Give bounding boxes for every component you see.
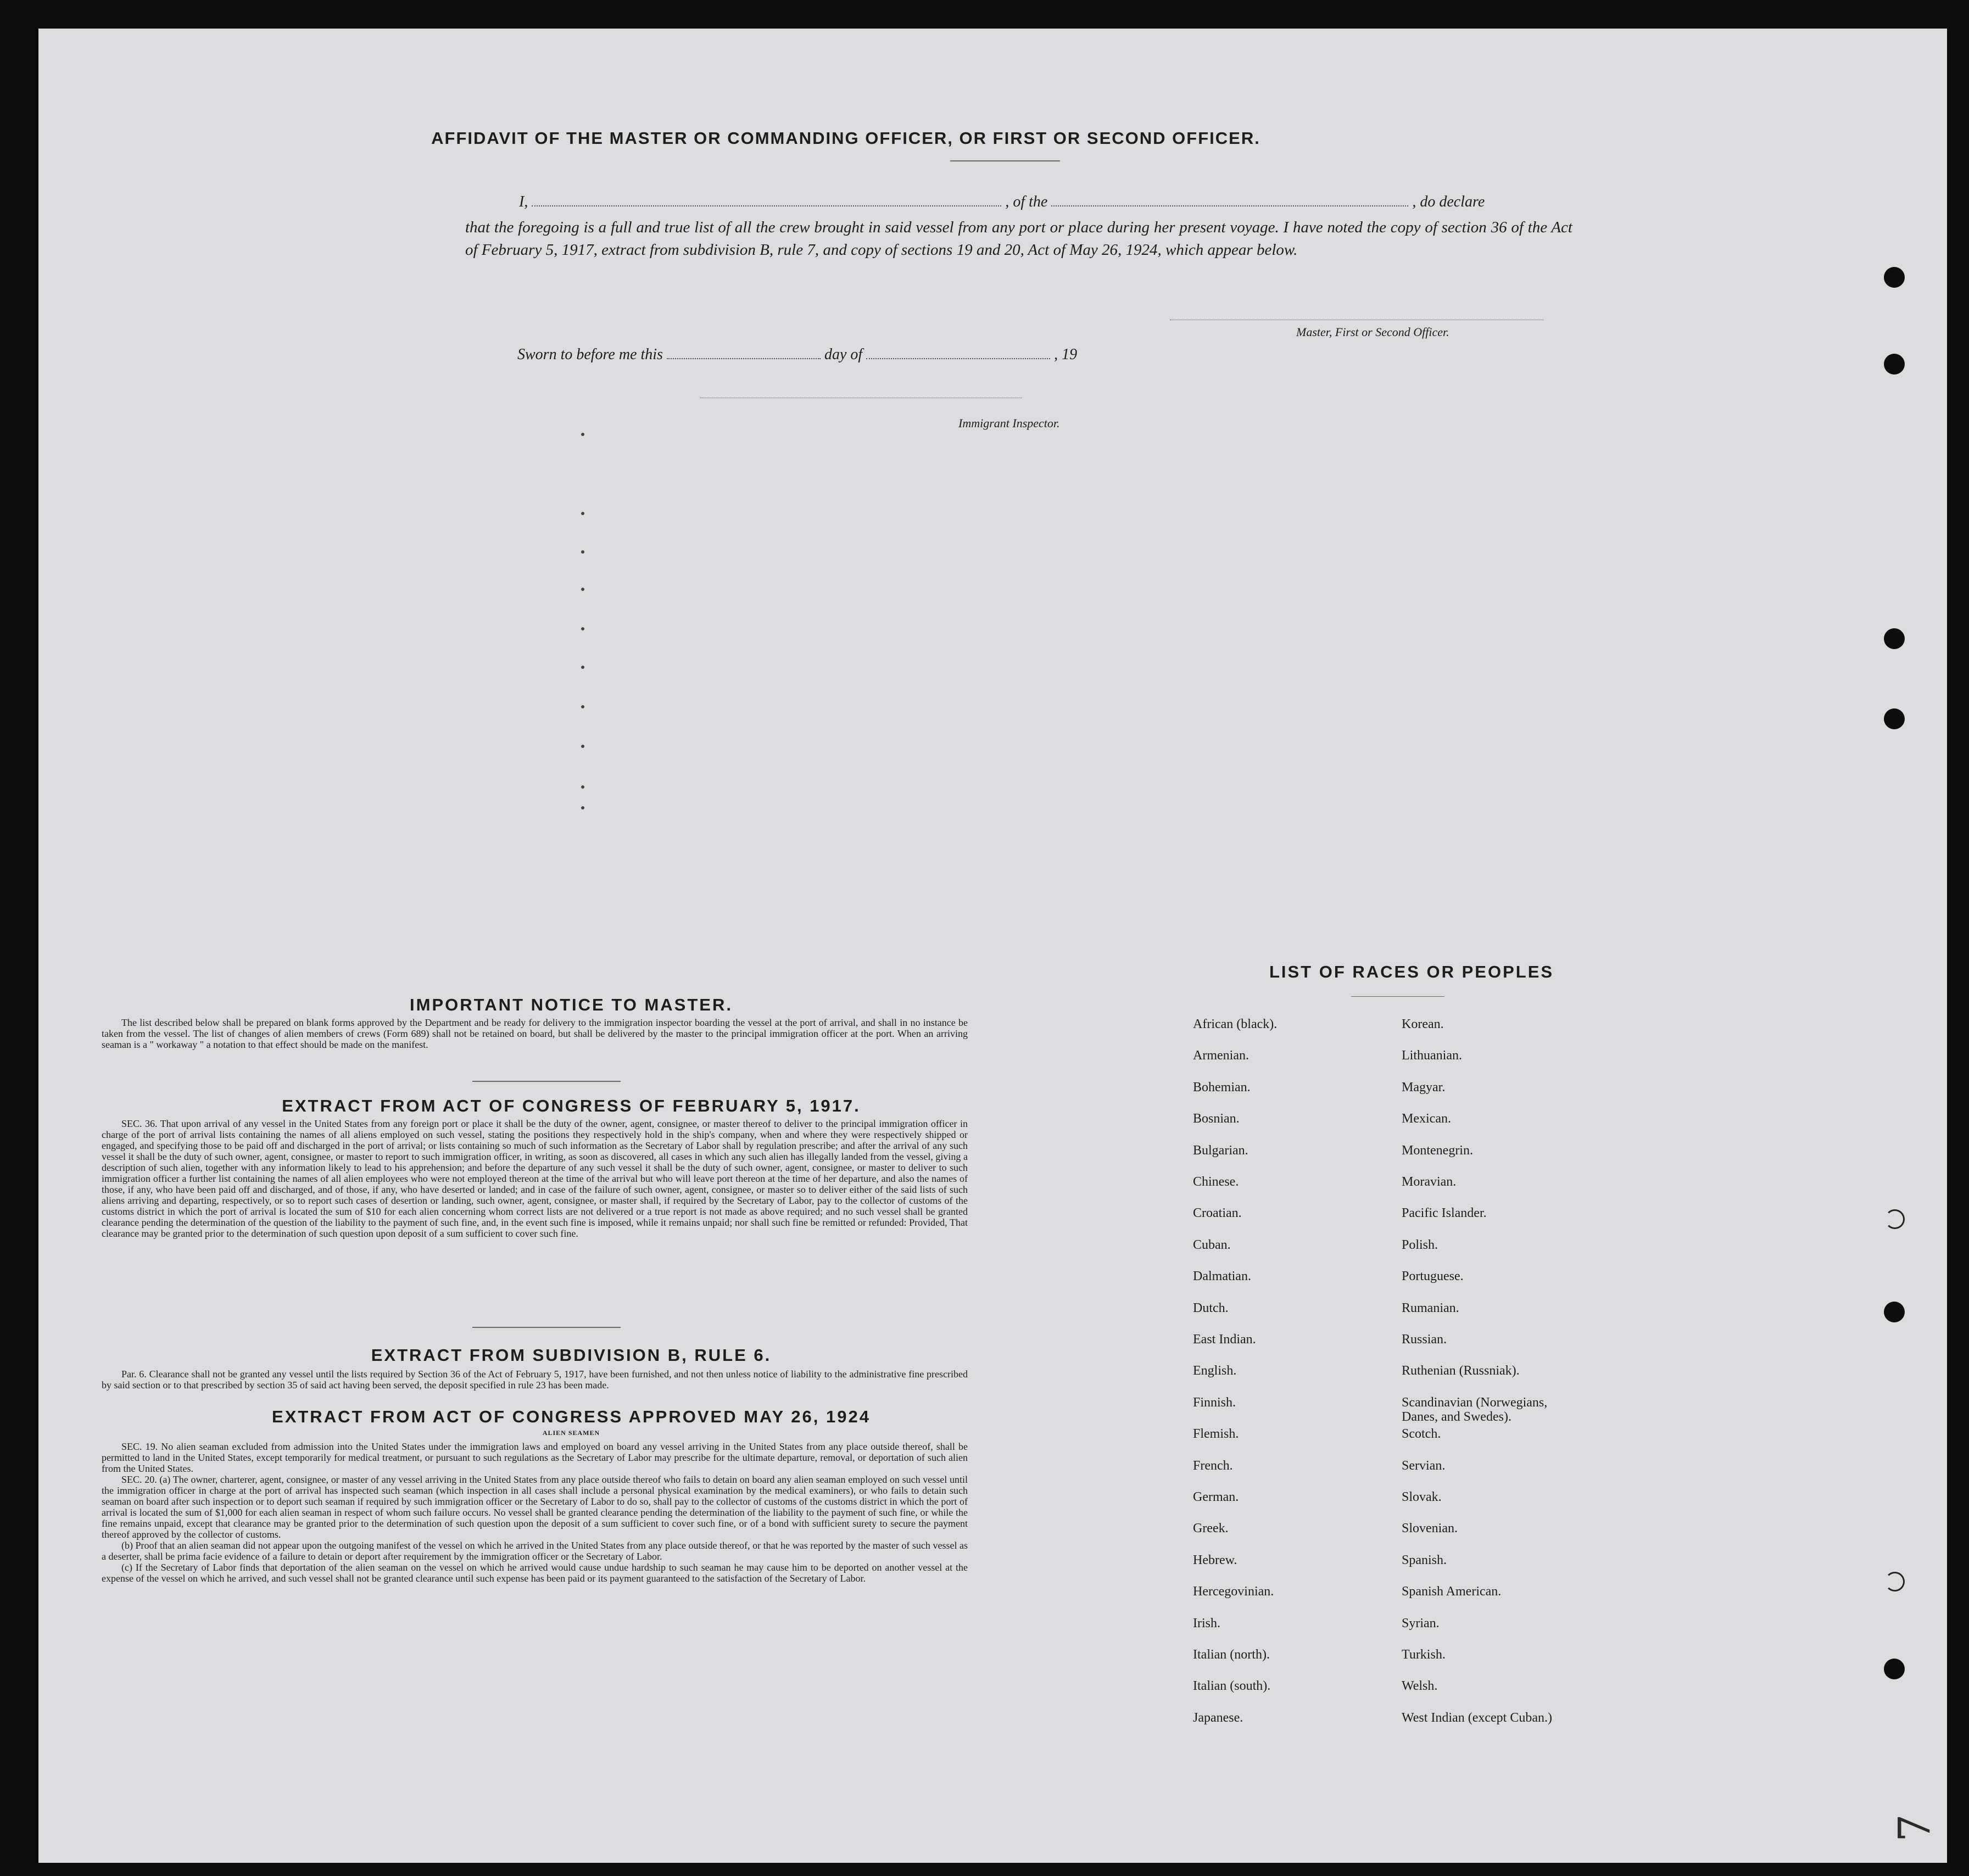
affidavit-title: AFFIDAVIT OF THE MASTER OR COMMANDING OFFICER, OR FIRST OR SECOND OFFICER. bbox=[431, 129, 1260, 148]
races-divider bbox=[1351, 996, 1444, 997]
master-label: Master, First or Second Officer. bbox=[1296, 325, 1449, 339]
race-item: Moravian. bbox=[1402, 1175, 1457, 1189]
race-item: Rumanian. bbox=[1402, 1300, 1459, 1315]
extract-1924-subtitle: ALIEN SEAMEN bbox=[542, 1429, 600, 1437]
punch-hole bbox=[1884, 267, 1905, 288]
race-item: Montenegrin. bbox=[1402, 1143, 1473, 1158]
artifact-dot bbox=[581, 806, 584, 809]
race-item: Japanese. bbox=[1193, 1710, 1243, 1725]
race-item: Mexican. bbox=[1402, 1112, 1451, 1126]
race-item: Dalmatian. bbox=[1193, 1269, 1251, 1284]
punch-hole bbox=[1884, 708, 1905, 729]
race-item: Flemish. bbox=[1193, 1427, 1239, 1442]
extract-1924-sec20a: SEC. 20. (a) The owner, charterer, agent, consignee, or master of any vessel arriving in the United States from any place outside thereof who fails to detain on board any alien seaman employed on such vessel until the immigration officer in charge at the port of arrival has inspected such seaman (which inspection in all cases shall include a personal physical examination by the medical examiners), or who fails to detain such seaman on board after such inspection or to deport such seaman if required by such immigration officer or the Secretary of Labor to do so, shall pay to the collector of customs of the customs district in which the port of arrival is located the sum of $1,000 for each alien seaman in respect of whom such failure occurs. No vessel shall be granted clearance pending the determination of the liability to the payment of such fine, or while the fine remains unpaid, except that clearance may be granted prior to the determination of such question upon the deposit of a sum sufficient to cover such fine, or of a bond with sufficient surety to secure the payment thereof approved by the collector of customs. bbox=[102, 1474, 968, 1540]
extract-1917-title: EXTRACT FROM ACT OF CONGRESS OF FEBRUARY 5, 1917. bbox=[282, 1096, 861, 1115]
sworn-label: Sworn to before me this bbox=[517, 346, 663, 363]
sworn-day-field[interactable] bbox=[667, 358, 821, 359]
race-item: Lithuanian. bbox=[1402, 1048, 1462, 1063]
punch-hole bbox=[1885, 1572, 1905, 1592]
race-item: Cuban. bbox=[1193, 1237, 1231, 1252]
extract-rule6-body bbox=[102, 1369, 968, 1391]
race-item: Dutch. bbox=[1193, 1300, 1229, 1315]
section-divider bbox=[472, 1081, 621, 1082]
race-item: Spanish American. bbox=[1402, 1584, 1502, 1599]
race-item: Turkish. bbox=[1402, 1648, 1446, 1662]
race-item: African (black). bbox=[1193, 1017, 1278, 1031]
artifact-dot bbox=[581, 705, 584, 708]
extract-1917-text: SEC. 36. That upon arrival of any vessel in the United States from any foreign port or place it shall be the duty of the owner, agent, consignee, or master thereof to deliver to the principal immigration officer in charge of the port of arrival lists containing the names of all aliens employed on such vessel, stating the positions they respectively hold in the ship's company, when and where they were respectively shipped or engaged, and specifying those to be paid off and discharged in the port of arrival; or lists containing so much of such information as the Secretary of Labor shall by regulation prescribe; and after the arrival of any such vessel it shall be the duty of such owner, agent, consignee, or master to report to such immigration officer, in writing, as soon as discovered, all cases in which any such alien has illegally landed from the vessel, giving a description of such alien, together with any information likely to lead to his apprehension; and before the departure of any such vessel it shall be the duty of such owner, agent, consignee, or master to deliver to such immigration officer a further list containing the names of all alien employees who were not employed thereon at the time of the arrival but who will leave port thereon at the time of her departure, and also the names of those, if any, who have been paid off and discharged, and of those, if any, who have deserted or landed; and in case of the failure of such owner, agent, consignee, or master so to deliver either of the said lists of such aliens arriving and departing, respectively, or so to report such cases of desertion or landing, such owner, agent, consignee, or master shall, if required by the Secretary of Labor, pay to the collector of customs of the customs district in which the port of arrival is located the sum of $10 for each alien concerning whom correct lists are not delivered or a true report is not made as above required; and no such vessel shall be granted clearance pending the determination of the question of the liability to the payment of such fine, and, in the event such fine is imposed, while it remains unpaid; nor shall such fine be remitted or refunded: Provided, That clearance may be granted prior to the determination of such question upon deposit of a sum sufficient to cover such fine. bbox=[102, 1118, 968, 1239]
of-the-label: , of the bbox=[1005, 193, 1048, 210]
vessel-field[interactable] bbox=[1051, 205, 1408, 206]
race-item: Servian. bbox=[1402, 1458, 1446, 1473]
punch-hole bbox=[1884, 1659, 1905, 1679]
artifact-dot bbox=[581, 745, 584, 748]
artifact-dot bbox=[581, 433, 584, 436]
extract-1924-sec20c: (c) If the Secretary of Labor finds that deportation of the alien seaman on the vessel on which he arrived would cause undue hardship to such seaman he may cause him to be deported on another vessel at the expense of the vessel on which he arrived, and such vessel shall not be granted clearance until such expense has been paid or its payment guaranteed to the satisfaction of the Secretary of Labor. bbox=[102, 1562, 968, 1584]
inspector-label: Immigrant Inspector. bbox=[958, 416, 1060, 430]
name-field[interactable] bbox=[532, 205, 1001, 206]
extract-rule6-text: Par. 6. Clearance shall not be granted any vessel until the lists required by Section 36 of the Act of February 5, 1917, have been furnished, and not then unless notice of liability to the administrative fine prescribed by said section or to that prescribed by section 35 of said act having been served, the deposit specified in rule 23 has been made. bbox=[102, 1369, 968, 1391]
artifact-dot bbox=[581, 666, 584, 669]
year-label: , 19 bbox=[1054, 346, 1078, 363]
notice-text: The list described below shall be prepared on blank forms approved by the Department and be ready for delivery to the immigration inspector boarding the vessel at the port of arrival, and shall in no instance be taken from the vessel. The list of changes of alien members of crews (Form 689) shall not be retained on board, but shall be delivered by the master to the principal immigration officer at the port. When an arriving seaman is a " workaway " a notation to that effect should be made on the manifest. bbox=[102, 1017, 968, 1050]
affidavit-declaration-line bbox=[519, 193, 1571, 211]
race-item: French. bbox=[1193, 1458, 1233, 1473]
section-divider bbox=[472, 1327, 621, 1328]
artifact-dot bbox=[581, 550, 584, 554]
race-item: Portuguese. bbox=[1402, 1269, 1464, 1284]
affidavit-statement: that the foregoing is a full and true list of all the crew brought in said vessel from any port or place during her present voyage. I have noted the copy of section 36 of the Act of February 5, 1917, extract from subdivision B, rule 7, and copy of sections 19 and 20, Act of May 26, 1924, which appear below. bbox=[465, 219, 1572, 259]
race-item: Irish. bbox=[1193, 1616, 1220, 1631]
race-item: Slovenian. bbox=[1402, 1521, 1458, 1536]
extract-rule6-title: EXTRACT FROM SUBDIVISION B, RULE 6. bbox=[371, 1345, 772, 1365]
race-item: Croatian. bbox=[1193, 1206, 1242, 1221]
race-item: German. bbox=[1193, 1490, 1239, 1504]
punch-hole bbox=[1885, 1209, 1905, 1229]
extract-1924-title: EXTRACT FROM ACT OF CONGRESS APPROVED MAY 26, 1924 bbox=[272, 1407, 871, 1426]
race-item: Greek. bbox=[1193, 1521, 1229, 1536]
race-item: East Indian. bbox=[1193, 1332, 1256, 1347]
day-of-label: day of bbox=[824, 346, 863, 363]
race-item: Armenian. bbox=[1193, 1048, 1249, 1063]
race-item: English. bbox=[1193, 1364, 1237, 1378]
affidavit-divider bbox=[950, 160, 1060, 161]
race-item: Chinese. bbox=[1193, 1175, 1239, 1189]
race-item: Hebrew. bbox=[1193, 1553, 1237, 1567]
extract-1924-body bbox=[102, 1441, 968, 1584]
i-label: I, bbox=[519, 193, 528, 210]
declare-label: , do declare bbox=[1412, 193, 1485, 210]
punch-hole bbox=[1884, 1302, 1905, 1322]
race-item: Bohemian. bbox=[1193, 1080, 1251, 1095]
artifact-dot bbox=[581, 512, 584, 515]
race-item: Welsh. bbox=[1402, 1679, 1438, 1694]
notice-title: IMPORTANT NOTICE TO MASTER. bbox=[410, 995, 733, 1014]
races-title: LIST OF RACES OR PEOPLES bbox=[1269, 962, 1554, 981]
race-item: Scandinavian (Norwegians, Danes, and Swedes). bbox=[1402, 1395, 1548, 1424]
race-item: Hercegovinian. bbox=[1193, 1584, 1274, 1599]
race-item: Syrian. bbox=[1402, 1616, 1440, 1631]
race-item: Russian. bbox=[1402, 1332, 1447, 1347]
punch-hole bbox=[1884, 354, 1905, 375]
race-item: Magyar. bbox=[1402, 1080, 1446, 1095]
artifact-dot bbox=[581, 588, 584, 591]
artifact-dot bbox=[581, 627, 584, 630]
form-page bbox=[38, 29, 1947, 1863]
sworn-month-field[interactable] bbox=[866, 358, 1050, 359]
race-item: Ruthenian (Russniak). bbox=[1402, 1364, 1520, 1378]
race-item: Korean. bbox=[1402, 1017, 1444, 1031]
race-item: Slovak. bbox=[1402, 1490, 1442, 1504]
handwritten-page-mark: 7 bbox=[1888, 1814, 1940, 1842]
extract-1917-body bbox=[102, 1118, 968, 1239]
artifact-dot bbox=[581, 785, 584, 789]
race-item: Bulgarian. bbox=[1193, 1143, 1248, 1158]
notice-body bbox=[102, 1017, 968, 1050]
race-item: Scotch. bbox=[1402, 1427, 1441, 1442]
race-item: Italian (north). bbox=[1193, 1648, 1270, 1662]
extract-1924-sec19: SEC. 19. No alien seaman excluded from admission into the United States under the immigration laws and employed on board any vessel arriving in the United States from any place outside thereof, shall be permitted to land in the United States, except temporarily for medical treatment, or pursuant to such regulations as the Secretary of Labor may prescribe for the ultimate departure, removal, or deportation of such alien from the United States. bbox=[102, 1441, 968, 1474]
race-item: Bosnian. bbox=[1193, 1112, 1240, 1126]
punch-hole bbox=[1884, 628, 1905, 649]
race-item: Spanish. bbox=[1402, 1553, 1447, 1567]
race-item: Polish. bbox=[1402, 1237, 1438, 1252]
race-item: Italian (south). bbox=[1193, 1679, 1271, 1694]
sworn-line bbox=[517, 346, 1231, 364]
race-item: West Indian (except Cuban.) bbox=[1402, 1710, 1552, 1725]
race-item: Pacific Islander. bbox=[1402, 1206, 1487, 1221]
extract-1924-sec20b: (b) Proof that an alien seaman did not appear upon the outgoing manifest of the vessel on which he arrived in the United States from any place outside thereof, or that he was reported by the master of such vessel as a deserter, shall be prima facie evidence of a failure to detain or deport after requirement by the immigration officer or the Secretary of Labor. bbox=[102, 1540, 968, 1562]
race-item: Finnish. bbox=[1193, 1395, 1236, 1410]
